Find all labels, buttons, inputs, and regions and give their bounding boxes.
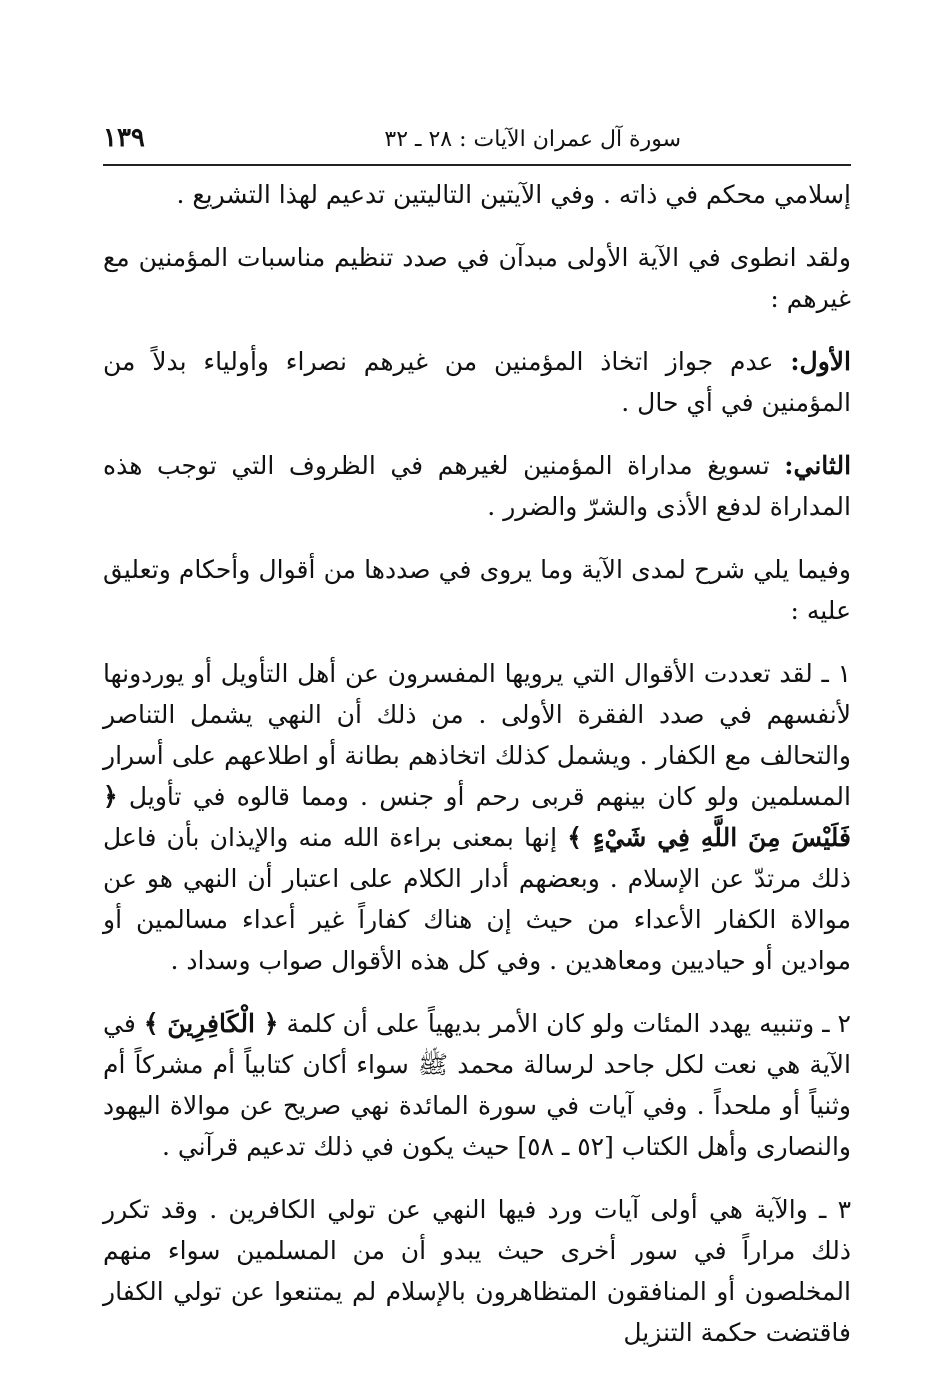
paragraph bbox=[103, 174, 851, 215]
paragraph-text: عدم جواز اتخاذ المؤمنين من غيرهم نصراء وأولياء بدلاً من المؤمنين في أي حال . bbox=[103, 347, 851, 417]
paragraph-point-2 bbox=[103, 1003, 851, 1167]
paragraph bbox=[103, 549, 851, 631]
paragraph-first-principle bbox=[103, 341, 851, 423]
paragraph bbox=[103, 237, 851, 319]
paragraph-text: ولقد انطوى في الآية الأولى مبدآن في صدد تنظيم مناسبات المؤمنين مع غيرهم : bbox=[103, 243, 851, 313]
paragraph-text: ٢ ـ وتنبيه يهدد المئات ولو كان الأمر بديهياً على أن كلمة bbox=[286, 1009, 851, 1038]
quran-quote: ﴿ الْكَافِرِينَ ﴾ bbox=[143, 1009, 279, 1038]
page-number: ١٣٩ bbox=[103, 123, 145, 153]
paragraph-text: وفيما يلي شرح لمدى الآية وما يروى في صددها من أقوال وأحكام وتعليق عليه : bbox=[103, 555, 851, 625]
quran-quote: ﴿ فَلَيْسَ مِنَ اللَّهِ فِي شَيْءٍ ﴾ bbox=[103, 782, 852, 852]
surah-title: سورة آل عمران الآيات : ٢٨ ـ ٣٢ bbox=[384, 127, 681, 152]
lead-word: الثاني: bbox=[784, 451, 852, 480]
running-header bbox=[103, 118, 851, 166]
paragraph-point-3 bbox=[103, 1189, 851, 1353]
paragraph-text: تسويغ مداراة المؤمنين لغيرهم في الظروف التي توجب هذه المداراة لدفع الأذى والشرّ والضرر . bbox=[103, 451, 851, 521]
body-text bbox=[103, 174, 851, 1353]
paragraph-second-principle bbox=[103, 445, 851, 527]
paragraph-text: إنها بمعنى براءة الله منه والإيذان بأن فاعل ذلك مرتدّ عن الإسلام . وبعضهم أدار الكلام على اعتبار أن النهي هو عن موالاة الكفار الأعداء من حيث إن هناك كفاراً غير أعداء مسالمين أو موادين أو حياديين ومعاهدين . وفي كل هذه الأقوال صواب وسداد . bbox=[103, 823, 851, 975]
paragraph-text: ١ ـ لقد تعددت الأقوال التي يرويها المفسرون عن أهل التأويل أو يوردونها لأنفسهم في صدد الفقرة الأولى . من ذلك أن النهي يشمل التناصر والتحالف مع الكفار . ويشمل كذلك اتخاذهم بطانة أو اطلاعهم على أسرار المسلمين ولو كان بينهم قربى رحم أو جنس . ومما قالوه في تأويل bbox=[103, 659, 851, 811]
paragraph-text: إسلامي محكم في ذاته . وفي الآيتين التاليتين تدعيم لهذا التشريع . bbox=[176, 180, 851, 209]
paragraph-point-1 bbox=[103, 653, 851, 981]
book-page bbox=[103, 118, 851, 1353]
lead-word: الأول: bbox=[790, 347, 851, 376]
paragraph-text: في الآية هي نعت لكل جاحد لرسالة محمد ﷺ سواء أكان كتابياً أم مشركاً أم وثنياً أو ملحداً . وفي آيات في سورة المائدة نهي صريح عن موالاة اليهود والنصارى وأهل الكتاب [٥٢ ـ ٥٨] حيث يكون في ذلك تدعيم قرآني . bbox=[103, 1009, 851, 1161]
paragraph-text: ٣ ـ والآية هي أولى آيات ورد فيها النهي عن تولي الكافرين . وقد تكرر ذلك مراراً في سور أخرى حيث يبدو أن من المسلمين سواء منهم المخلصون أو المنافقون المتظاهرون بالإسلام لم يمتنعوا عن تولي الكفار فاقتضت حكمة التنزيل bbox=[103, 1195, 851, 1347]
